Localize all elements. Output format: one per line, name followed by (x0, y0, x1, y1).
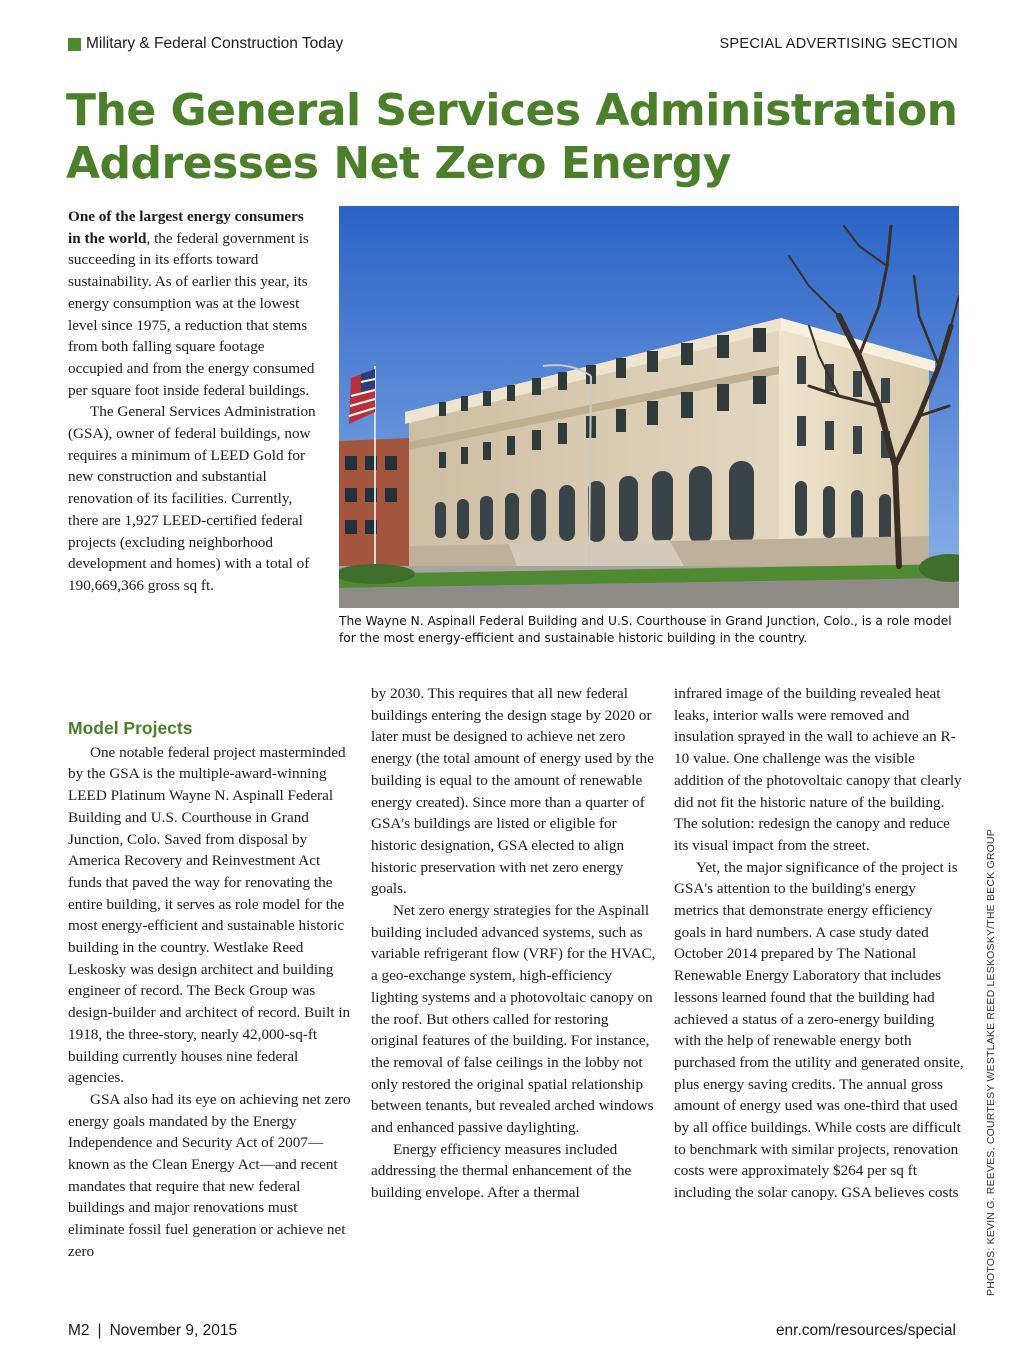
footer-url: enr.com/resources/special (775, 1322, 956, 1339)
section-label: SPECIAL ADVERTISING SECTION (719, 36, 958, 52)
green-square-icon (68, 38, 81, 51)
photo-caption: The Wayne N. Aspinall Federal Building and U.S. Courthouse in Grand Junction, Colo., is a role model for the most energy-efficient and sustainable historic building in the country. (339, 614, 952, 645)
right-column (674, 683, 964, 1204)
lead-rest-text: , the federal government is succeeding in its efforts toward sustainability. As of earlier this year, its energy consumption was at the lowest level since 1975, a reduction that stems from both falling square footage occupied and from the energy consumed per square foot inside federal buildings. (68, 229, 315, 399)
footer-separator: | (97, 1322, 102, 1339)
publication-name (68, 35, 343, 53)
courthouse-photo (339, 206, 959, 608)
lead-bold-text: One of the largest energy consumers in the world (68, 208, 304, 247)
model-projects-heading: Model Projects (68, 718, 193, 738)
right-paragraph-2: Yet, the major significance of the project is GSA's attention to the building's energy metrics that demonstrate energy efficiency goals in hard numbers. A case study dated October 2014 prepared by The National Renewable Energy Laboratory that includes lessons learned found that the building had achieved a status of a zero-energy building with the help of renewable energy both purchased from the utility and generated onsite, plus energy saving credits. The annual gross amount of energy used was one-third that used by all office buildings. While costs are difficult to benchmark with similar projects, renovation costs were approximately $264 per sq ft including the solar canopy. GSA believes costs (674, 858, 964, 1202)
page-number: M2 (68, 1322, 90, 1339)
intro-paragraph-1 (68, 206, 318, 401)
middle-paragraph-1: by 2030. This requires that all new federal buildings entering the design stage by 2020 or later must be designed to achieve net zero energy (the total amount of energy used by the building is equal to the amount of renewable energy created). Since more than a quarter of GSA's buildings are listed or eligible for historic designation, GSA elected to align historic preservation with net zero energy goals. (371, 685, 654, 898)
article-title (66, 84, 966, 190)
model-projects-paragraph-2: GSA also had its eye on achieving net zero energy goals mandated by the Energy Independence and Security Act of 2007—known as the Clean Energy Act—and recent mandates that require that new federal buildings and major renovations must eliminate fossil fuel generation or achieve net zero (68, 1090, 351, 1260)
right-paragraph-1: infrared image of the building revealed heat leaks, interior walls were removed and insulation sprayed in the wall to achieve an R-10 value. One challenge was the visible addition of the photovoltaic canopy that clearly did not fit the historic nature of the building. The solution: redesign the canopy and reduce its visual impact from the street. (674, 685, 962, 854)
title-line-2: Addresses Net Zero Energy (66, 138, 731, 189)
photo-credit: PHOTOS: KEVIN G. REEVES, COURTESY WESTLAKE REED LESKOSKY/THE BECK GROUP (985, 829, 997, 1296)
publication-label: Military & Federal Construction Today (86, 35, 344, 52)
model-projects-paragraph-1: One notable federal project masterminded by the GSA is the multiple-award-winning LEED Platinum Wayne N. Aspinall Federal Building and U.S. Courthouse in Grand Junction, Colo. Saved from disposal by America Recovery and Reinvestment Act funds that paved the way for renovating the entire building, it serves as role model for the most energy-efficient and sustainable historic building in the country. Westlake Reed Leskosky was design architect and building engineer of record. The Beck Group was design-builder and architect of record. Built in 1918, the three-story, nearly 42,000-sq-ft building currently houses nine federal agencies. (68, 743, 351, 1087)
model-projects-column (68, 704, 353, 1263)
intro-paragraph-2: The General Services Administration (GSA), owner of federal buildings, now requires a minimum of LEED Gold for new construction and substantial renovation of its facilities. Currently, there are 1,927 LEED-certified federal projects (excluding neighborhood development and homes) with a total of 190,669,366 gross sq ft. (68, 403, 316, 594)
middle-paragraph-3: Energy efficiency measures included addressing the thermal enhancement of the building envelope. After a thermal (371, 1140, 632, 1202)
title-line-1: The General Services Administration (66, 85, 958, 136)
intro-column (68, 206, 318, 597)
page-footer-left (68, 1322, 237, 1340)
issue-date: November 9, 2015 (109, 1322, 238, 1339)
middle-column (371, 683, 656, 1204)
middle-paragraph-2: Net zero energy strategies for the Aspinall building included advanced systems, such as variable refrigerant flow (VRF) for the HVAC, a geo-exchange system, high-efficiency lighting systems and a photovoltaic canopy on the roof. But others called for restoring original features of the building. For instance, the removal of false ceilings in the lobby not only restored the original spatial relationship between tenants, but revealed arched windows and enhanced passive daylighting. (371, 902, 656, 1137)
building-illustration (339, 206, 959, 608)
